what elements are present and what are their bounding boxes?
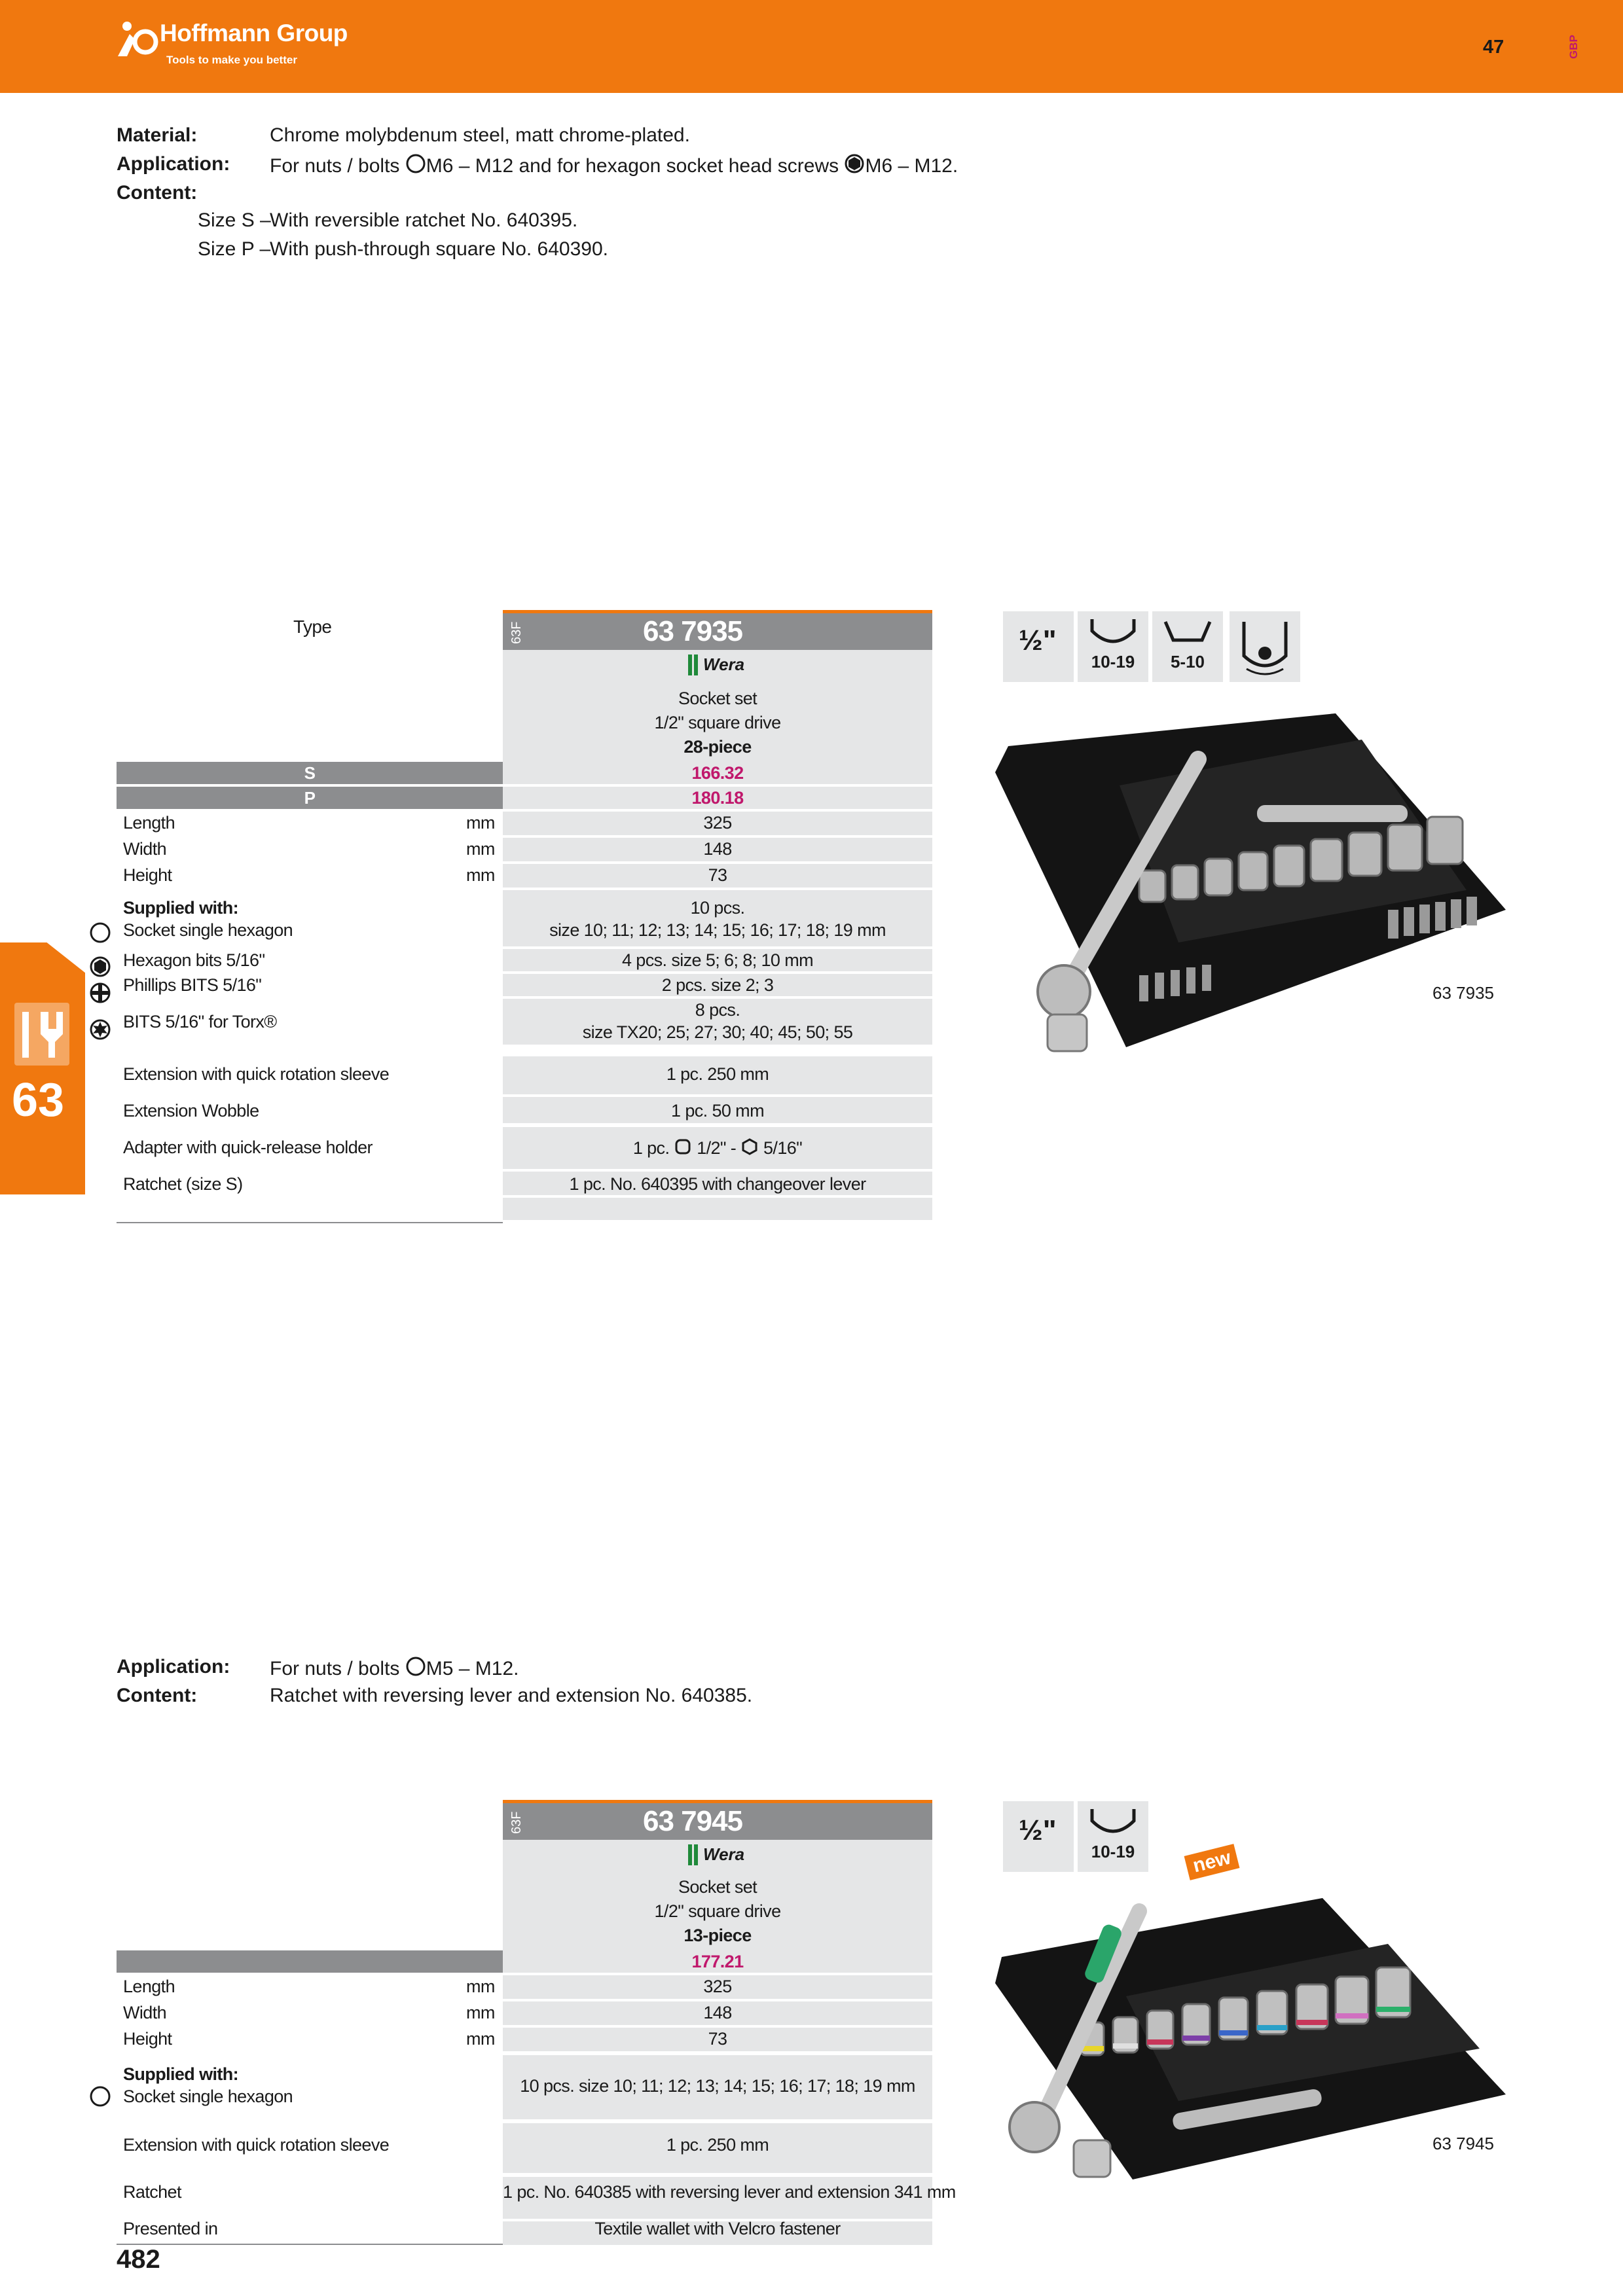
- dim-unit: mm: [466, 1977, 495, 1996]
- socket-profile-icon: [1087, 615, 1139, 648]
- logo-mark-icon: [113, 20, 158, 58]
- dim-value: 325: [703, 813, 732, 833]
- socket-range-text: 10-19: [1091, 1842, 1135, 1861]
- dim-unit: mm: [466, 2029, 495, 2049]
- article-number[interactable]: 63 7945: [642, 1805, 743, 1837]
- item-label: Adapter with quick-release holder: [123, 1138, 373, 1157]
- application-label: Application:: [117, 153, 230, 175]
- hexagon-outline-icon: [405, 153, 426, 174]
- item-label: Extension with quick rotation sleeve: [123, 2135, 390, 2155]
- desc-line-1: Socket set: [678, 689, 757, 708]
- application-label-2: Application:: [117, 1656, 230, 1677]
- drive-size-text: ½": [1019, 624, 1057, 656]
- table-bottom-rule: [117, 2244, 503, 2245]
- socket-hexagon-icon: [89, 922, 111, 944]
- wera-text: Wera: [703, 1844, 745, 1864]
- quick-release-icon: [1235, 617, 1295, 677]
- wera-logo: [686, 653, 765, 677]
- item-value: 1 pc. 50 mm: [671, 1101, 764, 1121]
- dim-value: 325: [703, 1977, 732, 1996]
- supplied-label: Supplied with:: [123, 2064, 239, 2084]
- wera-text: Wera: [703, 655, 745, 674]
- article-number[interactable]: 63 7935: [642, 615, 743, 647]
- socket-range-text: 10-19: [1091, 652, 1135, 672]
- item-value: 1 pc. 250 mm: [666, 2135, 769, 2155]
- dim-label: Width: [123, 2003, 167, 2022]
- type-label: Type: [293, 617, 332, 637]
- wera-mark-icon: [686, 653, 701, 677]
- desc-line-2: 1/2" square drive: [654, 713, 781, 732]
- application2-text-a: For nuts / bolts: [270, 1658, 400, 1679]
- application2-text-b: M5 – M12.: [426, 1658, 519, 1679]
- price-s[interactable]: 166.32: [691, 763, 744, 783]
- application-value: [270, 153, 958, 177]
- dim-value: 73: [708, 865, 727, 885]
- item-row-bg: [503, 1198, 932, 1220]
- material-label: Material:: [117, 124, 198, 146]
- dim-unit: mm: [466, 2003, 495, 2022]
- image-caption-2: 63 7945: [1432, 2134, 1494, 2153]
- item-value: 1 pc. No. 640395 with changeover lever: [569, 1174, 866, 1194]
- item-label: Socket single hexagon: [123, 920, 293, 940]
- hexagon-outline-icon: [740, 1138, 759, 1156]
- chapter-number: 63: [12, 1074, 65, 1126]
- dim-value: 73: [708, 2029, 727, 2049]
- socket-hexagon-icon: [89, 2085, 111, 2108]
- item-value: 1 pc. No. 640385 with reversing lever and extension 341 mm: [503, 2182, 956, 2202]
- item-value: Textile wallet with Velcro fastener: [594, 2219, 841, 2238]
- item-value: 8 pcs.: [695, 1000, 740, 1020]
- product-table-1: [117, 610, 932, 1229]
- drive-size-text: ½": [1019, 1814, 1057, 1846]
- side-code: 63F: [509, 621, 524, 644]
- dim-unit: mm: [466, 865, 495, 885]
- desc-line-2: 1/2" square drive: [654, 1901, 781, 1921]
- dim-label: Height: [123, 2029, 172, 2049]
- page-number-top: 47: [1483, 37, 1504, 58]
- item-label: Ratchet: [123, 2182, 181, 2202]
- item-value: 10 pcs.: [690, 898, 745, 918]
- brand-logo[interactable]: [113, 20, 388, 79]
- dim-label: Length: [123, 813, 175, 833]
- chapter-tab[interactable]: [0, 942, 85, 1194]
- size-s-label: Size S –: [198, 209, 271, 231]
- size-p-label: Size P –: [198, 238, 271, 260]
- dim-label: Length: [123, 1977, 175, 1996]
- currency-label: GBP: [1567, 35, 1580, 59]
- bit-range-text: 5-10: [1170, 652, 1205, 672]
- price[interactable]: 177.21: [691, 1952, 744, 1971]
- price-row-s-label: S: [304, 763, 316, 783]
- item-value: 10 pcs. size 10; 11; 12; 13; 14; 15; 16; 17; 18; 19 mm: [520, 2076, 915, 2096]
- dim-value: 148: [703, 2003, 732, 2022]
- application-text-b: M6 – M12 and for hexagon socket head screws: [426, 155, 839, 177]
- application-text-c: M6 – M12.: [865, 155, 958, 177]
- size-s-value: With reversible ratchet No. 640395.: [270, 209, 578, 231]
- dim-label: Width: [123, 839, 167, 859]
- item-value: [503, 1138, 932, 1158]
- dim-unit: mm: [466, 839, 495, 859]
- product-table-2: [117, 1800, 956, 2245]
- square-drive-icon: [674, 1138, 692, 1156]
- socket-set-photo-1: [982, 694, 1519, 1060]
- wera-mark-icon: [686, 1843, 701, 1867]
- desc-line-1: Socket set: [678, 1877, 757, 1897]
- page-number: 482: [117, 2245, 160, 2274]
- adapter-from: 1/2" -: [697, 1138, 737, 1158]
- item-label: Presented in: [123, 2219, 218, 2238]
- item-label: Ratchet (size S): [123, 1174, 243, 1194]
- item-label: BITS 5/16" for Torx®: [123, 1012, 277, 1031]
- hexagon-outline-icon: [405, 1656, 426, 1677]
- content-label-2: Content:: [117, 1685, 198, 1706]
- item-value: 2 pcs. size 2; 3: [661, 975, 774, 995]
- brand-tagline: Tools to make you better: [166, 54, 297, 66]
- size-p-value: With push-through square No. 640390.: [270, 238, 608, 260]
- table-bottom-rule: [117, 1222, 503, 1223]
- phillips-bit-icon: [89, 982, 111, 1004]
- brand-name: Hoffmann Group: [160, 20, 348, 46]
- socket-profile-icon: [1087, 1805, 1139, 1838]
- content-label: Content:: [117, 182, 198, 204]
- hexagon-bit-icon: [89, 956, 111, 978]
- price-p[interactable]: 180.18: [691, 788, 744, 808]
- side-code: 63F: [509, 1811, 524, 1834]
- price-row-label-bg: [117, 1950, 503, 1973]
- desc-line-3: 13-piece: [684, 1926, 752, 1945]
- item-value-2: size 10; 11; 12; 13; 14; 15; 16; 17; 18; 19 mm: [549, 920, 886, 940]
- adapter-qty: 1 pc.: [632, 1138, 670, 1158]
- dim-value: 148: [703, 839, 732, 859]
- torx-bit-icon: [89, 1018, 111, 1041]
- tools-icon: [14, 1003, 69, 1066]
- image-caption-1: 63 7935: [1432, 983, 1494, 1003]
- new-badge: new: [1184, 1844, 1240, 1880]
- dim-label: Height: [123, 865, 172, 885]
- item-label: Extension Wobble: [123, 1101, 259, 1121]
- item-label: Socket single hexagon: [123, 2087, 293, 2106]
- application-text-a: For nuts / bolts: [270, 155, 400, 177]
- item-value: 4 pcs. size 5; 6; 8; 10 mm: [621, 950, 814, 970]
- desc-line-3: 28-piece: [684, 737, 752, 757]
- item-label: Extension with quick rotation sleeve: [123, 1064, 390, 1084]
- item-label: Hexagon bits 5/16": [123, 950, 265, 970]
- item-value: 1 pc. 250 mm: [666, 1064, 769, 1084]
- item-value-2: size TX20; 25; 27; 30; 40; 45; 50; 55: [582, 1022, 853, 1042]
- application-value-2: [270, 1656, 519, 1680]
- adapter-to: 5/16": [763, 1138, 803, 1158]
- content-value-2: Ratchet with reversing lever and extension No. 640385.: [270, 1685, 753, 1706]
- item-label: Phillips BITS 5/16": [123, 975, 262, 995]
- hexagon-socket-icon: [844, 153, 865, 174]
- wera-logo: [686, 1843, 765, 1867]
- material-value: Chrome molybdenum steel, matt chrome-plated.: [270, 124, 690, 146]
- bit-profile-icon: [1161, 615, 1214, 648]
- dim-unit: mm: [466, 813, 495, 833]
- supplied-label: Supplied with:: [123, 898, 239, 918]
- price-row-p-label: P: [304, 788, 316, 808]
